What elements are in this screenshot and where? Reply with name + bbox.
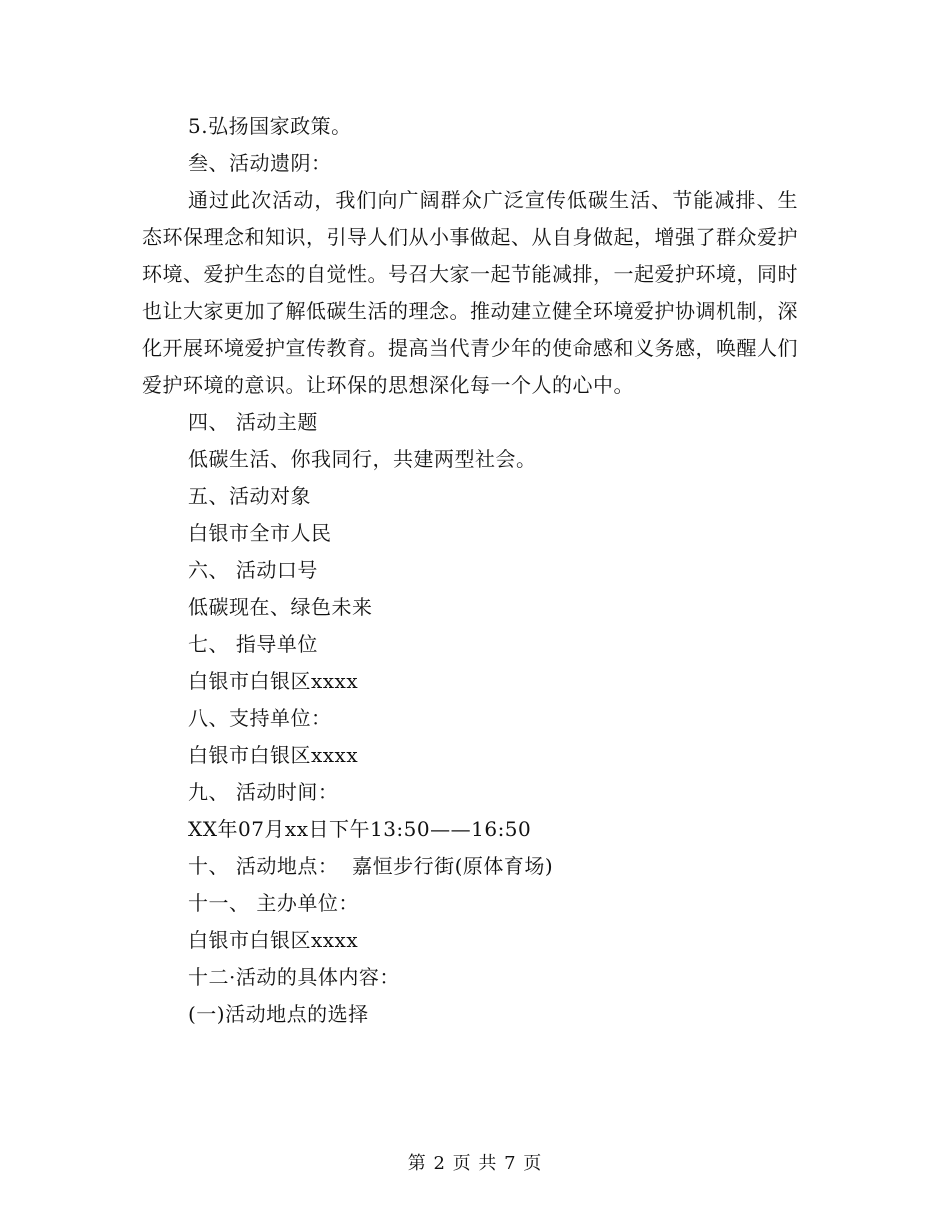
section-7-heading: 七、 指导单位 — [188, 632, 318, 656]
section-8-text: 白银市白银区xxxx — [188, 743, 359, 767]
item-5-line: 5.弘扬国家政策。 — [188, 114, 352, 138]
page-footer: 第 2 页 共 7 页 — [407, 1153, 543, 1174]
section-12-heading: 十二·活动的具体内容： — [188, 965, 400, 989]
section-11-text: 白银市白银区xxxx — [188, 928, 359, 952]
section-4-heading: 四、 活动主题 — [188, 410, 318, 434]
document-body — [142, 108, 798, 1033]
section-12-subheading: (一)活动地点的选择 — [188, 1002, 369, 1026]
section-10-line: 十、 活动地点： 嘉恒步行街(原体育场) — [188, 854, 554, 878]
section-5-heading: 五、活动对象 — [188, 484, 311, 508]
section-6-heading: 六、 活动口号 — [188, 558, 318, 582]
section-4-text: 低碳生活、你我同行，共建两型社会。 — [188, 447, 537, 471]
section-11-heading: 十一、 主办单位： — [188, 891, 359, 915]
section-9-text: XX年07月xx日下午13:50——16:50 — [188, 817, 532, 841]
section-3-heading: 叁、活动遗阴： — [188, 151, 332, 175]
section-9-heading: 九、 活动时间： — [188, 780, 339, 804]
section-5-text: 白银市全市人民 — [188, 521, 332, 545]
section-8-heading: 八、支持单位： — [188, 706, 332, 730]
section-6-text: 低碳现在、绿色未来 — [188, 595, 373, 619]
section-7-text: 白银市白银区xxxx — [188, 669, 359, 693]
section-3-paragraph: 通过此次活动，我们向广阔群众广泛宣传低碳生活、节能减排、生态环保理念和知识，引导人们从小事做起、从自身做起，增强了群众爱护环境、爱护生态的自觉性。号召大家一起节能减排，一起爱护环境，同时也让大家更加了解低碳生活的理念。推动建立健全环境爱护协调机制，深化开展环境爱护宣传教育。提高当代青少年的使命感和义务感，唤醒人们爱护环境的意识。让环保的思想深化每一个人的心中。 — [142, 188, 798, 397]
